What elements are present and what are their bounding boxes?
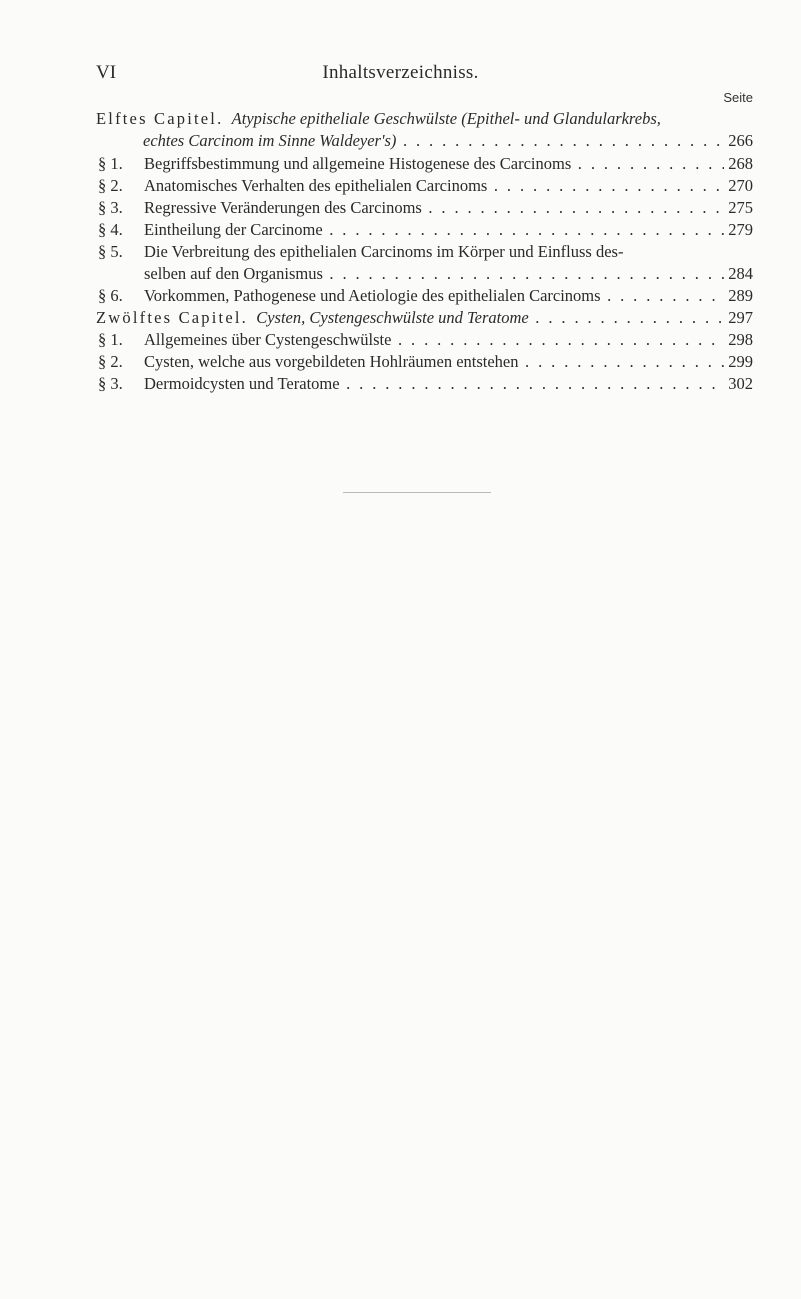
toc-entry [98,219,753,241]
section-title: Regressive Veränderungen des Carcinoms [144,198,422,217]
toc-entry [98,285,753,307]
section-number: § 3. [98,198,123,217]
toc-entry [144,263,753,285]
page-ref: 284 [724,263,753,285]
section-number: § 2. [98,176,123,195]
section-number: § 3. [98,374,123,393]
section-title: Die Verbreitung des epithelialen Carcinoms im Körper und Einfluss des- [144,242,624,261]
section-number: § 1. [98,330,123,349]
section-title: Allgemeines über Cystengeschwülste [144,330,392,349]
toc-entry [98,329,753,351]
chapter-heading [96,108,753,130]
section-number: § 6. [98,286,123,305]
page-ref: 299 [724,351,753,373]
page-ref: 275 [724,197,753,219]
section-number: § 5. [98,242,123,261]
page-number: VI [96,62,117,83]
section-title: Anatomisches Verhalten des epithelialen Carcinoms [144,176,488,195]
section-title-continued: selben auf den Organismus [144,264,323,283]
chapter-title: Cysten, Cystengeschwülste und Teratome [256,308,529,327]
page-ref: 302 [724,373,753,395]
section-number: § 1. [98,154,123,173]
end-rule [343,492,491,493]
section-number: § 4. [98,220,123,239]
running-title: Inhaltsverzeichniss. [322,62,479,83]
chapter-title-continued: echtes Carcinom im Sinne Waldeyer's) [143,131,397,150]
section-number: § 2. [98,352,123,371]
toc-entry [98,373,753,395]
page-header [0,62,801,90]
toc-entry [98,197,753,219]
chapter-heading [96,307,753,329]
page-ref: 268 [724,153,753,175]
toc-entry [98,351,753,373]
section-title: Cysten, welche aus vorgebildeten Hohlräumen entstehen [144,352,519,371]
section-title: Eintheilung der Carcinome [144,220,323,239]
section-title: Vorkommen, Pathogenese und Aetiologie des epithelialen Carcinoms [144,286,601,305]
section-title: Begriffsbestimmung und allgemeine Histogenese des Carcinoms [144,154,572,173]
page-ref: 279 [724,219,753,241]
page-ref: 298 [724,329,753,351]
toc-entry [98,175,753,197]
section-title: Dermoidcysten und Teratome [144,374,340,393]
page-ref: 289 [724,285,753,307]
chapter-label: Elftes Capitel. [96,109,224,128]
page-ref: 266 [724,130,753,152]
chapter-title: Atypische epitheliale Geschwülste (Epithel- und Glandularkrebs, [231,109,661,128]
chapter-label: Zwölftes Capitel. [96,308,248,327]
page-column-label: Seite [723,90,753,105]
toc-entry [98,241,753,263]
page-ref: 270 [724,175,753,197]
toc-entry [98,153,753,175]
page-ref: 297 [724,307,753,329]
toc-entry [143,130,753,152]
